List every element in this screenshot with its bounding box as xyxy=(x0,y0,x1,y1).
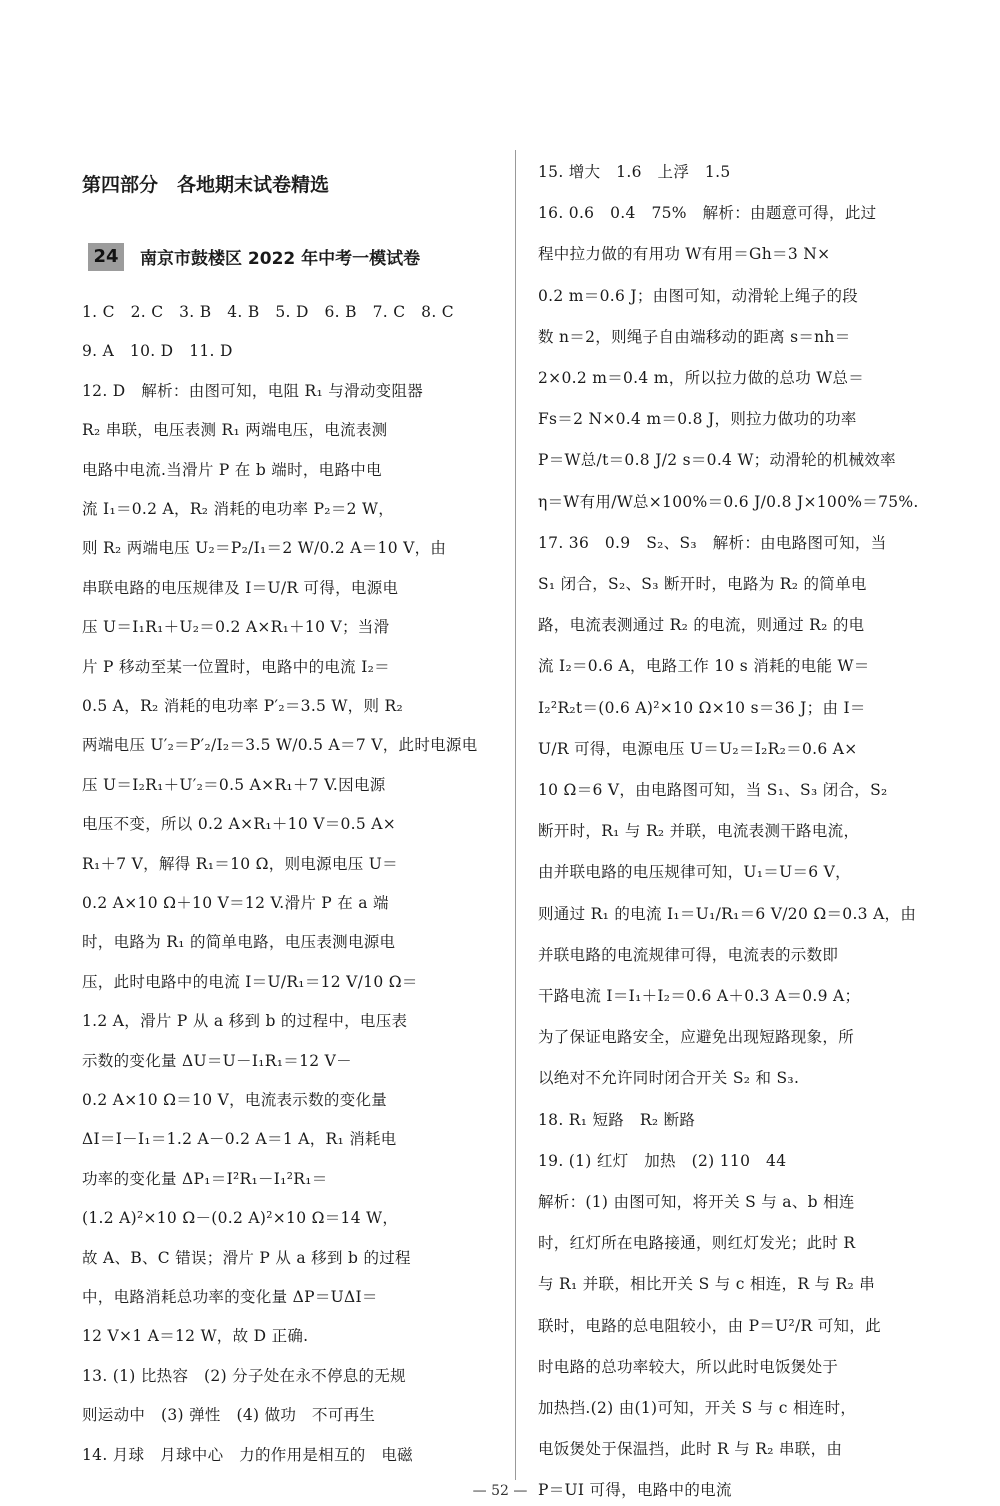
answer-line: 并联电路的电流规律可得，电流表的示数即 xyxy=(538,945,839,964)
answer-line: 则通过 R₁ 的电流 I₁＝U₁/R₁＝6 V/20 Ω＝0.3 A，由 xyxy=(538,904,917,923)
answer-line: 1.2 A，滑片 P 从 a 移到 b 的过程中，电压表 xyxy=(82,1012,408,1031)
section-title: 第四部分 各地期末试卷精选 xyxy=(82,174,330,196)
answer-line: 数 n＝2，则绳子自由端移动的距离 s＝nh＝ xyxy=(538,327,851,346)
answer-line: 两端电压 U′₂＝P′₂/I₂＝3.5 W/0.5 A＝7 V，此时电源电 xyxy=(82,736,478,755)
answer-line: 由并联电路的电压规律可知，U₁＝U＝6 V， xyxy=(538,863,851,882)
page-number: — 52 — xyxy=(472,1483,528,1499)
answer-line: 流 I₁＝0.2 A，R₂ 消耗的电功率 P₂＝2 W， xyxy=(82,500,395,518)
answer-line: 为了保证电路安全，应避免出现短路现象，所 xyxy=(538,1028,855,1047)
answer-line: 16. 0.6 0.4 75% 解析：由题意可得，此过 xyxy=(538,204,877,223)
answer-line: 19. (1) 红灯 加热 (2) 110 44 xyxy=(538,1151,787,1170)
answer-line: 9. A 10. D 11. D xyxy=(82,342,233,361)
answer-line: U/R 可得，电源电压 U＝U₂＝I₂R₂＝0.6 A× xyxy=(538,739,858,758)
answer-line: 时电路的总功率较大，所以此时电饭煲处于 xyxy=(538,1357,839,1376)
answer-line: S₁ 闭合，S₂、S₃ 断开时，电路为 R₂ 的简单电 xyxy=(538,575,867,593)
answer-line: 0.5 A，R₂ 消耗的电功率 P′₂＝3.5 W，则 R₂ xyxy=(82,697,403,715)
answer-line: (1.2 A)²×10 Ω－(0.2 A)²×10 Ω＝14 W， xyxy=(82,1209,399,1228)
answer-line: R₁＋7 V，解得 R₁＝10 Ω，则电源电压 U＝ xyxy=(82,854,398,873)
answer-line: 18. R₁ 短路 R₂ 断路 xyxy=(538,1110,696,1129)
answer-line: 压，此时电路中的电流 I＝U/R₁＝12 V/10 Ω＝ xyxy=(82,972,418,991)
answer-line: 时，红灯所在电路接通，则红灯发光；此时 R xyxy=(538,1234,856,1253)
answer-line: η＝W有用/W总×100%＝0.6 J/0.8 J×100%＝75%. xyxy=(538,492,919,511)
answer-line: 联时，电路的总电阻较小，由 P＝U²/R 可知，此 xyxy=(538,1316,881,1335)
answer-line: 片 P 移动至某一位置时，电路中的电流 I₂＝ xyxy=(82,657,390,676)
answer-line: 则运动中 (3) 弹性 (4) 做功 不可再生 xyxy=(82,1406,376,1425)
answer-line: 12. D 解析：由图可知，电阻 R₁ 与滑动变阻器 xyxy=(82,381,424,400)
answer-line: 程中拉力做的有用功 W有用＝Gh＝3 N× xyxy=(538,245,831,264)
answer-line: 故 A、B、C 错误；滑片 P 从 a 移到 b 的过程 xyxy=(82,1248,411,1267)
answer-line: R₂ 串联，电压表测 R₁ 两端电压，电流表测 xyxy=(82,421,388,440)
answer-line: 路，电流表测通过 R₂ 的电流，则通过 R₂ 的电 xyxy=(538,616,865,635)
answer-line: 电饭煲处于保温挡，此时 R 与 R₂ 串联，由 xyxy=(538,1440,843,1459)
answer-line: 17. 36 0.9 S₂、S₃ 解析：由电路图可知，当 xyxy=(538,533,887,552)
answer-line: 与 R₁ 并联，相比开关 S 与 c 相连，R 与 R₂ 串 xyxy=(538,1275,876,1294)
answer-line: 15. 增大 1.6 上浮 1.5 xyxy=(538,163,731,181)
answer-line: 10 Ω＝6 V，由电路图可知，当 S₁、S₃ 闭合，S₂ xyxy=(538,781,888,799)
answer-line: 串联电路的电压规律及 I＝U/R 可得，电源电 xyxy=(82,578,399,597)
answer-line: P＝W总/t＝0.8 J/2 s＝0.4 W；动滑轮的机械效率 xyxy=(538,451,896,470)
answer-line: 中，电路消耗总功率的变化量 ΔP＝UΔI＝ xyxy=(82,1288,378,1306)
answer-line: 则 R₂ 两端电压 U₂＝P₂/I₁＝2 W/0.2 A＝10 V，由 xyxy=(82,539,447,558)
answer-line: 压 U＝I₁R₁＋U₂＝0.2 A×R₁＋10 V；当滑 xyxy=(82,618,390,637)
answer-line: 压 U＝I₂R₁＋U′₂＝0.5 A×R₁＋7 V.因电源 xyxy=(82,775,386,794)
answer-line: 2×0.2 m＝0.4 m，所以拉力做的总功 W总＝ xyxy=(538,369,865,387)
answer-line: 电压不变，所以 0.2 A×R₁＋10 V＝0.5 A× xyxy=(82,815,397,834)
answer-line: 12 V×1 A＝12 W，故 D 正确. xyxy=(82,1327,309,1346)
exam-number-badge: 24 xyxy=(88,243,124,271)
answer-line: 0.2 A×10 Ω＋10 V＝12 V.滑片 P 在 a 端 xyxy=(82,894,389,912)
answer-line: P＝UI 可得，电路中的电流 xyxy=(538,1481,732,1500)
exam-title: 南京市鼓楼区 2022 年中考一模试卷 xyxy=(140,249,421,269)
answer-line: 流 I₂＝0.6 A，电路工作 10 s 消耗的电能 W＝ xyxy=(538,657,870,676)
answer-line: 14. 月球 月球中心 力的作用是相互的 电磁 xyxy=(82,1445,413,1464)
answer-line: 1. C 2. C 3. B 4. B 5. D 6. B 7. C 8. C xyxy=(82,303,454,321)
answer-line: 断开时，R₁ 与 R₂ 并联，电流表测干路电流， xyxy=(538,822,860,841)
answer-line: Fs＝2 N×0.4 m＝0.8 J，则拉力做功的功率 xyxy=(538,410,857,429)
answer-line: I₂²R₂t＝(0.6 A)²×10 Ω×10 s＝36 J；由 I＝ xyxy=(538,698,866,717)
answer-line: 电路中电流.当滑片 P 在 b 端时，电路中电 xyxy=(82,460,382,479)
answer-line: 0.2 A×10 Ω＝10 V，电流表示数的变化量 xyxy=(82,1091,388,1109)
answer-line: ΔI＝I－I₁＝1.2 A－0.2 A＝1 A，R₁ 消耗电 xyxy=(82,1130,397,1149)
answer-line: 干路电流 I＝I₁＋I₂＝0.6 A＋0.3 A＝0.9 A； xyxy=(538,987,861,1005)
column-divider xyxy=(515,150,516,1480)
answer-line: 示数的变化量 ΔU＝U－I₁R₁＝12 V－ xyxy=(82,1051,352,1070)
answer-line: 以绝对不允许同时闭合开关 S₂ 和 S₃. xyxy=(538,1069,800,1088)
answer-line: 功率的变化量 ΔP₁＝I²R₁－I₁²R₁＝ xyxy=(82,1169,328,1188)
answer-line: 13. (1) 比热容 (2) 分子处在永不停息的无规 xyxy=(82,1366,406,1385)
answer-line: 解析：(1) 由图可知，将开关 S 与 a、b 相连 xyxy=(538,1193,855,1211)
answer-line: 加热挡.(2) 由(1)可知，开关 S 与 c 相连时， xyxy=(538,1399,857,1417)
answer-line: 时，电路为 R₁ 的简单电路，电压表测电源电 xyxy=(82,933,396,952)
answer-line: 0.2 m＝0.6 J；由图可知，动滑轮上绳子的段 xyxy=(538,286,859,305)
